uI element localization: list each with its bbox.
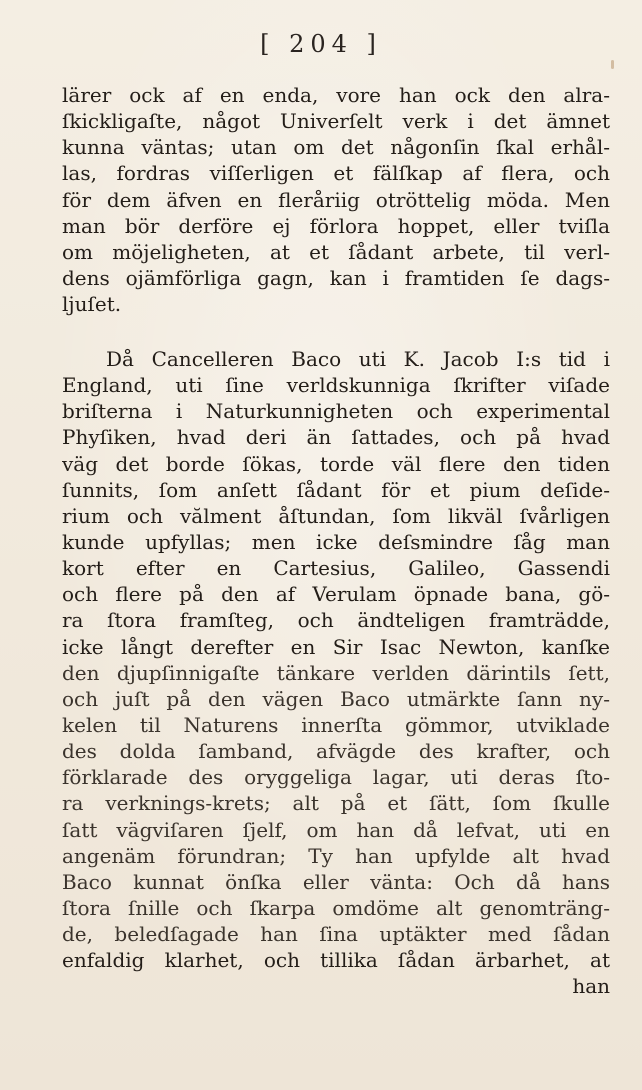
text-line: briſterna i Naturkunnigheten och experimental <box>62 399 610 424</box>
text-line: och flere på den af Verulam öpnade bana, gö- <box>62 582 610 607</box>
page-number: [ 204 ] <box>260 30 382 58</box>
text-line: de, beledſagade han ſina uptäkter med ſådan <box>62 922 610 947</box>
text-line: ra verknings-krets; alt på et ſätt, ſom ſkulle <box>62 791 610 816</box>
text-line: dens ojämförliga gagn, kan i framtiden ſe dags- <box>62 265 610 290</box>
text-line: ſkickligaſte, något Univerſelt verk i det ämnet <box>62 109 610 134</box>
paragraph-1 <box>62 82 610 317</box>
ink-smudge <box>611 60 614 69</box>
text-line: ljuſet. <box>62 292 122 317</box>
text-line: des dolda ſamband, afvägde des krafter, och <box>62 739 610 764</box>
text-line: Då Cancelleren Baco uti K. Jacob I:s tid i <box>106 347 610 371</box>
text-line: angenäm förundran; Ty han upfylde alt hvad <box>62 843 610 868</box>
paragraph-2 <box>62 346 610 1000</box>
text-line: ſatt vägviſaren ſjelf, om han då lefvat, uti en <box>62 817 610 842</box>
text-line: enfaldig klarhet, och tillika ſådan ärbarhet, at <box>62 948 610 973</box>
text-line: ſtora ſnille och ſkarpa omdöme alt genomträng- <box>62 895 610 920</box>
text-line: kort efter en Cartesius, Galileo, Gassendi <box>62 556 610 581</box>
text-line: förklarade des oryggeliga lagar, uti deras ſto- <box>62 765 610 790</box>
text-line: icke långt derefter en Sir Isac Newton, kanſke <box>62 634 610 659</box>
text-line: Baco kunnat önſka eller vänta: Och då hans <box>62 869 610 894</box>
text-line: kelen til Naturens innerſta gömmor, utviklade <box>62 712 610 737</box>
text-line: lärer ock af en enda, vore han ock den alra- <box>62 83 610 107</box>
text-line: Phyſiken, hvad deri än ſattades, och på hvad <box>62 425 610 450</box>
text-line: om möjeligheten, at et ſådant arbete, til verl- <box>62 239 610 264</box>
text-line: las, fordras viſſerligen et fälſkap af flera, och <box>62 161 610 186</box>
text-line: kunna väntas; utan om det någonſin ſkal erhål- <box>62 135 610 160</box>
text-line: ra ſtora framſteg, och ändteligen framträdde, <box>62 608 610 633</box>
text-line: och juſt på den vägen Baco utmärkte ſann ny- <box>62 686 610 711</box>
text-line: England, uti ſine verldskunniga ſkrifter viſade <box>62 373 610 398</box>
text-line: för dem äfven en fleråriig otröttelig möda. Men <box>62 187 610 212</box>
text-line: man bör derföre ej förlora hoppet, eller tviſla <box>62 213 610 238</box>
text-line: kunde upfyllas; men icke deſsmindre ſåg man <box>62 529 610 554</box>
text-line: ſunnits, ſom anſett ſådant för et pium deſide- <box>62 477 610 502</box>
text-line: rium och vălment åſtundan, ſom likväl ſvårligen <box>62 503 610 528</box>
text-line: väg det borde ſökas, torde väl flere den tiden <box>62 451 610 476</box>
text-line: den djupſinnigaſte tänkare verlden därintils ſett, <box>62 660 610 685</box>
catchword: han <box>572 974 610 999</box>
